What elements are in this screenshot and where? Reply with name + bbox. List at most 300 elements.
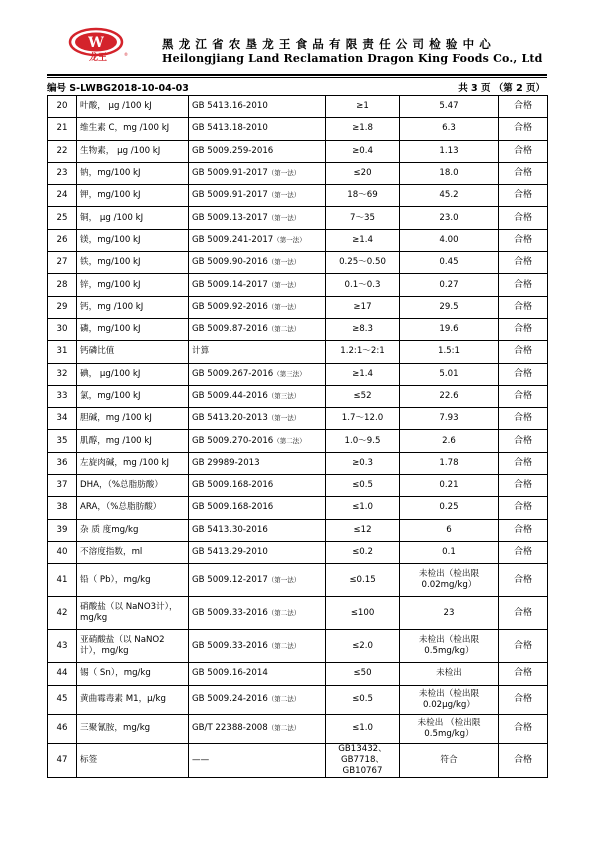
- judgement-text: 合格: [513, 547, 532, 558]
- judgement: [499, 597, 548, 630]
- standard-value: [326, 685, 400, 714]
- test-method-text: GB 29989-2013: [192, 457, 260, 468]
- test-result: [400, 207, 499, 229]
- test-method-text: GB 5009.44-2016: [192, 391, 268, 401]
- standard-value: [326, 663, 400, 685]
- method-variant-note: （第二法）: [267, 608, 301, 617]
- judgement: [499, 408, 548, 430]
- test-method-text: GB 5413.29-2010: [192, 547, 268, 558]
- test-method: [189, 452, 326, 474]
- test-result: [400, 743, 499, 777]
- test-item: [77, 207, 189, 229]
- judgement: [499, 363, 548, 385]
- judgement: [499, 663, 548, 685]
- row-number: [48, 96, 77, 118]
- standard-value: [326, 743, 400, 777]
- judgement-text: 合格: [513, 413, 532, 424]
- method-variant-note: （第一法）: [273, 235, 306, 244]
- test-result-text: 6: [446, 524, 452, 535]
- method-variant-note: （第一法）: [267, 191, 301, 200]
- test-item: [77, 118, 189, 140]
- test-item-text: 标签: [80, 754, 98, 765]
- report-number: 编号 S-LWBG2018-10-04-03: [47, 83, 189, 94]
- test-result-text: 1.5:1: [437, 346, 461, 357]
- standard-value-text: 1.0～9.5: [344, 435, 381, 446]
- judgement-text: 合格: [513, 640, 532, 651]
- judgement: [499, 274, 548, 296]
- test-method-text: GB 5009.33-2016: [192, 640, 268, 651]
- row-number-text: 34: [56, 413, 68, 424]
- test-result: [400, 630, 499, 663]
- standard-value-text: 1.2:1～2:1: [340, 346, 385, 357]
- test-result: [400, 229, 499, 251]
- judgement-text: 合格: [513, 168, 532, 179]
- judgement: [499, 430, 548, 452]
- table-row: [48, 685, 548, 714]
- test-method-text: GB 5009.168-2016: [192, 480, 274, 491]
- standard-value-text: 1.7～12.0: [341, 413, 384, 424]
- row-number: [48, 597, 77, 630]
- row-number: [48, 475, 77, 497]
- table-row: [48, 497, 548, 519]
- test-method: [189, 318, 326, 340]
- test-item: [77, 714, 189, 743]
- row-number-text: 22: [56, 145, 68, 156]
- test-result: [400, 140, 499, 162]
- test-result: [400, 363, 499, 385]
- test-method-text: GB 5009.13-2017: [192, 212, 268, 223]
- test-method-text: GB 5009.168-2016: [192, 502, 274, 513]
- test-item-text: 硝酸盐（以 NaNO3计），mg/kg: [80, 602, 178, 624]
- method-variant-note: （第一法）: [267, 280, 301, 289]
- test-result: [400, 452, 499, 474]
- standard-value: [326, 318, 400, 340]
- test-item: [77, 452, 189, 474]
- table-row: [48, 96, 548, 118]
- row-number-text: 30: [56, 324, 68, 335]
- test-method: [189, 630, 326, 663]
- judgement: [499, 140, 548, 162]
- test-result-text: 4.00: [439, 234, 459, 245]
- judgement: [499, 685, 548, 714]
- standard-value-text: ≤2.0: [352, 640, 373, 651]
- test-result: [400, 475, 499, 497]
- test-result: [400, 497, 499, 519]
- table-row: [48, 341, 548, 363]
- test-method: [189, 597, 326, 630]
- standard-value-text: ≤0.5: [352, 694, 373, 705]
- row-number: [48, 630, 77, 663]
- standard-value: [326, 252, 400, 274]
- standard-value-text: 0.1～0.3: [344, 279, 381, 290]
- test-item: [77, 541, 189, 563]
- table-row: [48, 140, 548, 162]
- test-result-text: 0.25: [439, 502, 459, 513]
- table-row: [48, 743, 548, 777]
- table-row: [48, 252, 548, 274]
- table-row: [48, 597, 548, 630]
- row-number-text: 45: [56, 694, 68, 705]
- judgement-text: 合格: [513, 190, 532, 201]
- standard-value-text: ≥17: [353, 301, 372, 312]
- method-variant-note: （第三法）: [273, 369, 306, 378]
- results-table: [47, 95, 548, 778]
- judgement-text: 合格: [513, 480, 532, 491]
- row-number: [48, 743, 77, 777]
- row-number: [48, 385, 77, 407]
- test-item-text: 锌，mg/100 kJ: [80, 279, 141, 290]
- judgement: [499, 452, 548, 474]
- test-method: [189, 541, 326, 563]
- method-variant-note: （第一法）: [267, 575, 301, 584]
- test-method-text: GB 5009.91-2017: [192, 190, 268, 201]
- test-item: [77, 597, 189, 630]
- table-row: [48, 185, 548, 207]
- test-item: [77, 743, 189, 777]
- judgement: [499, 252, 548, 274]
- judgement: [499, 185, 548, 207]
- judgement: [499, 207, 548, 229]
- test-item-text: 不溶度指数，ml: [80, 547, 143, 558]
- row-number: [48, 541, 77, 563]
- judgement: [499, 475, 548, 497]
- test-item-text: 钙磷比值: [80, 346, 115, 357]
- svg-text:龙王: 龙王: [88, 53, 108, 62]
- table-row: [48, 385, 548, 407]
- judgement-text: 合格: [513, 301, 532, 312]
- method-variant-note: （第一法）: [267, 302, 301, 311]
- test-method-text: GB 5009.24-2016: [192, 694, 268, 705]
- row-number-text: 40: [56, 547, 68, 558]
- standard-value: [326, 497, 400, 519]
- test-item: [77, 274, 189, 296]
- test-item-text: 氯，mg/100 kJ: [80, 391, 141, 401]
- row-number: [48, 140, 77, 162]
- test-result: [400, 185, 499, 207]
- method-variant-note: （第三法）: [267, 392, 301, 400]
- test-result-text: 0.21: [439, 480, 459, 491]
- judgement-text: 合格: [513, 607, 532, 618]
- standard-value: [326, 341, 400, 363]
- test-item-text: 三聚氰胺，mg/kg: [80, 723, 151, 734]
- test-method-text: GB 5009.259-2016: [192, 145, 274, 156]
- table-row: [48, 519, 548, 541]
- test-method-text: 计算: [192, 346, 210, 357]
- test-result: [400, 96, 499, 118]
- page-indicator: 共 3 页 （第 2 页）: [458, 83, 545, 94]
- table-row: [48, 118, 548, 140]
- row-number-text: 44: [56, 668, 68, 679]
- standard-value: [326, 475, 400, 497]
- test-item: [77, 564, 189, 597]
- row-number-text: 36: [56, 457, 68, 468]
- row-number: [48, 452, 77, 474]
- test-item-text: 钙，mg /100 kJ: [80, 301, 144, 312]
- row-number-text: 24: [56, 190, 68, 201]
- test-result-text: 22.6: [439, 391, 459, 401]
- row-number: [48, 408, 77, 430]
- test-method-text: GB 5009.87-2016: [192, 324, 268, 335]
- judgement-text: 合格: [513, 145, 532, 156]
- test-item: [77, 96, 189, 118]
- test-item: [77, 296, 189, 318]
- test-item-text: 钠，mg/100 kJ: [80, 168, 141, 179]
- judgement: [499, 714, 548, 743]
- row-number: [48, 118, 77, 140]
- judgement-text: 合格: [513, 668, 532, 679]
- judgement-text: 合格: [513, 324, 532, 335]
- test-item: [77, 408, 189, 430]
- row-number-text: 28: [56, 279, 68, 290]
- test-result-text: 未检出（检出限0.02mg/kg）: [418, 569, 480, 591]
- test-result-text: 45.2: [439, 190, 459, 201]
- row-number: [48, 207, 77, 229]
- test-item: [77, 497, 189, 519]
- method-variant-note: （第二法）: [267, 695, 301, 704]
- test-result-text: 符合: [440, 754, 458, 765]
- standard-value-text: ≤1.0: [352, 723, 373, 734]
- test-item: [77, 519, 189, 541]
- table-row: [48, 274, 548, 296]
- method-variant-note: （第二法）: [273, 436, 306, 445]
- test-method: [189, 252, 326, 274]
- row-number-text: 38: [56, 502, 68, 513]
- test-item: [77, 430, 189, 452]
- table-row: [48, 296, 548, 318]
- svg-text:W: W: [88, 35, 104, 51]
- judgement: [499, 318, 548, 340]
- standard-value: [326, 630, 400, 663]
- standard-value: [326, 597, 400, 630]
- test-result: [400, 274, 499, 296]
- test-method-text: ——: [192, 754, 210, 765]
- test-method: [189, 363, 326, 385]
- table-row: [48, 363, 548, 385]
- test-method: [189, 408, 326, 430]
- test-result: [400, 408, 499, 430]
- table-row: [48, 564, 548, 597]
- standard-value-text: ≤0.2: [352, 547, 373, 558]
- test-method-text: GB 5413.18-2010: [192, 123, 268, 134]
- table-row: [48, 318, 548, 340]
- test-method: [189, 140, 326, 162]
- test-method: [189, 385, 326, 407]
- standard-value-text: ≤20: [353, 168, 372, 179]
- test-result: [400, 564, 499, 597]
- test-item-text: 左旋肉碱，mg /100 kJ: [80, 457, 170, 468]
- standard-value-text: 0.25～0.50: [339, 257, 386, 268]
- judgement-text: 合格: [513, 457, 532, 468]
- standard-value: [326, 229, 400, 251]
- standard-value-text: ≥1: [356, 101, 369, 112]
- method-variant-note: （第二法）: [267, 641, 301, 650]
- test-item-text: 叶酸， μg /100 kJ: [80, 101, 152, 112]
- test-item: [77, 162, 189, 184]
- judgement-text: 合格: [513, 368, 532, 379]
- row-number-text: 47: [56, 754, 68, 765]
- test-method: [189, 274, 326, 296]
- test-item-text: 肌醇，mg /100 kJ: [80, 435, 152, 446]
- test-method-text: GB 5009.14-2017: [192, 279, 268, 290]
- test-method-text: GB 5009.270-2016: [192, 435, 274, 446]
- standard-value-text: ≥1.4: [352, 368, 373, 379]
- test-method: [189, 96, 326, 118]
- table-row: [48, 475, 548, 497]
- test-result: [400, 714, 499, 743]
- judgement: [499, 118, 548, 140]
- row-number-text: 42: [56, 607, 68, 618]
- standard-value-text: ≥1.8: [352, 123, 373, 134]
- standard-value: [326, 541, 400, 563]
- table-row: [48, 541, 548, 563]
- test-result-text: 0.1: [442, 547, 456, 558]
- standard-value-text: ≤12: [353, 524, 372, 535]
- test-result-text: 5.47: [439, 101, 459, 112]
- test-item: [77, 663, 189, 685]
- test-item: [77, 363, 189, 385]
- row-number-text: 20: [56, 101, 68, 112]
- standard-value: [326, 519, 400, 541]
- table-row: [48, 408, 548, 430]
- row-number-text: 41: [56, 574, 68, 585]
- judgement-text: 合格: [513, 574, 532, 585]
- row-number: [48, 430, 77, 452]
- test-result-text: 5.01: [439, 368, 459, 379]
- judgement-text: 合格: [513, 694, 532, 705]
- row-number-text: 21: [56, 123, 68, 134]
- header-divider-thin: [47, 77, 547, 78]
- table-row: [48, 714, 548, 743]
- company-logo-icon: [62, 26, 134, 62]
- standard-value-text: ≤50: [353, 668, 372, 679]
- test-result-text: 7.93: [439, 413, 459, 424]
- test-item: [77, 685, 189, 714]
- test-method: [189, 162, 326, 184]
- test-method: [189, 207, 326, 229]
- test-item-text: 胆碱，mg /100 kJ: [80, 413, 152, 424]
- test-item-text: 亚硝酸盐（以 NaNO2计），mg/kg: [80, 635, 165, 657]
- test-method: [189, 185, 326, 207]
- test-method-text: GB 5413.30-2016: [192, 524, 268, 535]
- judgement: [499, 497, 548, 519]
- table-row: [48, 207, 548, 229]
- row-number: [48, 185, 77, 207]
- test-item-text: 铁，mg/100 kJ: [80, 257, 141, 268]
- judgement-text: 合格: [513, 279, 532, 290]
- test-result-text: 0.27: [439, 279, 459, 290]
- test-result-text: 23: [443, 607, 455, 618]
- standard-value-text: ≤1.0: [352, 502, 373, 513]
- judgement-text: 合格: [513, 524, 532, 535]
- test-method-text: GB 5009.33-2016: [192, 607, 268, 618]
- row-number: [48, 663, 77, 685]
- standard-value: [326, 714, 400, 743]
- row-number-text: 39: [56, 524, 68, 535]
- judgement: [499, 564, 548, 597]
- method-variant-note: （第一法）: [267, 414, 301, 423]
- test-method-text: GB 5413.20-2013: [192, 413, 268, 424]
- test-result: [400, 296, 499, 318]
- judgement: [499, 162, 548, 184]
- test-item: [77, 318, 189, 340]
- row-number-text: 26: [56, 234, 68, 245]
- test-item-text: 钾，mg/100 kJ: [80, 190, 141, 201]
- method-variant-note: （第二法）: [267, 325, 301, 334]
- company-name-en: Heilongjiang Land Reclamation Dragon King Foods Co., Ltd: [162, 52, 543, 65]
- test-item: [77, 140, 189, 162]
- standard-value-text: ≥8.3: [352, 324, 373, 335]
- test-method: [189, 685, 326, 714]
- table-row: [48, 452, 548, 474]
- method-variant-note: （第一法）: [267, 258, 301, 267]
- row-number-text: 29: [56, 301, 68, 312]
- test-method-text: GB 5009.12-2017: [192, 574, 268, 585]
- method-variant-note: （第一法）: [267, 213, 301, 222]
- row-number: [48, 274, 77, 296]
- table-row: [48, 430, 548, 452]
- test-method-text: GB 5413.16-2010: [192, 101, 268, 112]
- row-number: [48, 296, 77, 318]
- standard-value: [326, 296, 400, 318]
- standard-value: [326, 274, 400, 296]
- test-result: [400, 597, 499, 630]
- test-method: [189, 118, 326, 140]
- row-number: [48, 714, 77, 743]
- test-item-text: 锡（ Sn），mg/kg: [80, 668, 151, 679]
- row-number: [48, 519, 77, 541]
- row-number-text: 43: [56, 640, 68, 651]
- standard-value: [326, 430, 400, 452]
- test-item-text: 杂 质 度mg/kg: [80, 524, 139, 535]
- test-item-text: 铜， μg /100 kJ: [80, 212, 144, 223]
- standard-value: [326, 408, 400, 430]
- row-number-text: 23: [56, 168, 68, 179]
- test-result: [400, 430, 499, 452]
- standard-value: [326, 162, 400, 184]
- test-result: [400, 162, 499, 184]
- method-variant-note: （第一法）: [267, 169, 301, 178]
- test-item: [77, 385, 189, 407]
- test-method: [189, 229, 326, 251]
- row-number: [48, 252, 77, 274]
- table-row: [48, 663, 548, 685]
- test-result: [400, 663, 499, 685]
- test-result-text: 未检出（检出限0.02μg/kg）: [418, 688, 480, 710]
- judgement-text: 合格: [513, 101, 532, 112]
- row-number-text: 37: [56, 480, 68, 491]
- test-result-text: 未检出 （检出限0.5mg/kg）: [417, 717, 481, 739]
- judgement-text: 合格: [513, 435, 532, 446]
- test-method: [189, 296, 326, 318]
- test-result-text: 未检出（检出限0.5mg/kg）: [418, 635, 480, 657]
- test-item-text: 维生素 C，mg /100 kJ: [80, 123, 170, 134]
- test-result-text: 18.0: [439, 168, 459, 179]
- test-method: [189, 519, 326, 541]
- row-number-text: 31: [56, 346, 68, 357]
- test-result: [400, 541, 499, 563]
- row-number: [48, 363, 77, 385]
- test-item-text: 铅（ Pb），mg/kg: [80, 574, 151, 585]
- test-result-text: 19.6: [439, 324, 459, 335]
- table-row: [48, 162, 548, 184]
- test-result-text: 29.5: [439, 301, 459, 312]
- judgement: [499, 385, 548, 407]
- standard-value: [326, 452, 400, 474]
- test-method-text: GB 5009.241-2017: [192, 234, 274, 245]
- svg-text:®: ®: [124, 52, 128, 57]
- test-method-text: GB 5009.91-2017: [192, 168, 268, 179]
- test-result-text: 未检出: [436, 668, 462, 679]
